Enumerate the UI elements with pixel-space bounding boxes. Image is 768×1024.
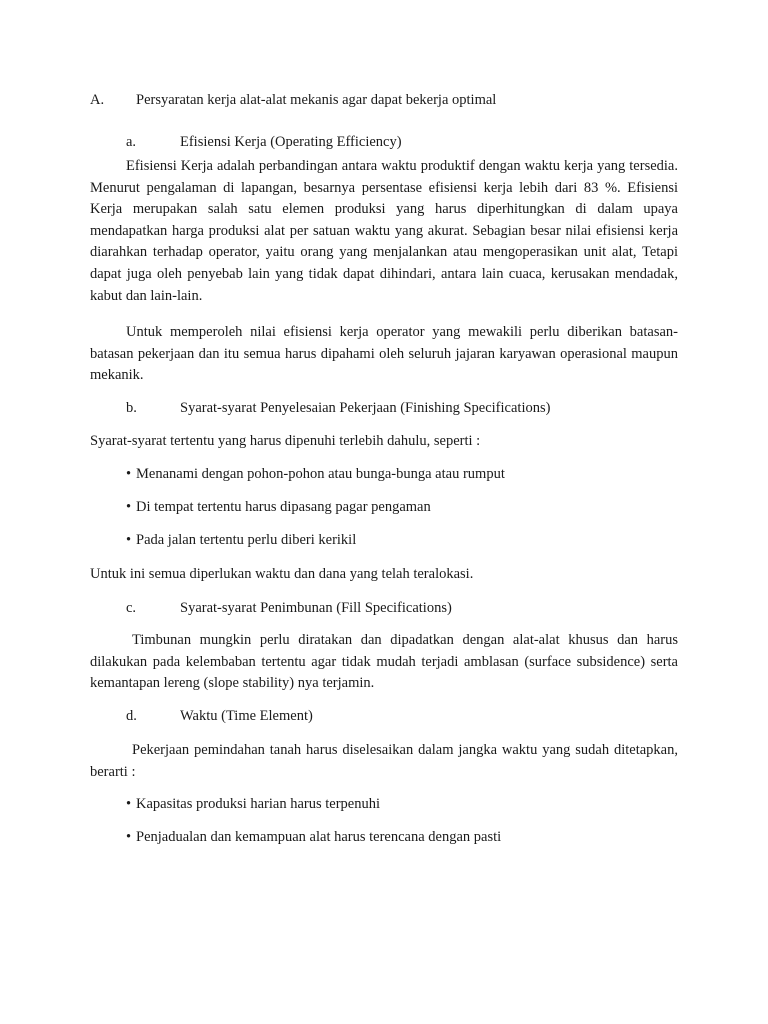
subsection-b-marker: b. xyxy=(126,400,137,416)
list-item xyxy=(126,466,505,483)
bullet-icon: • xyxy=(126,829,132,845)
subsection-b-title: Syarat-syarat Penyelesaian Pekerjaan (Finishing Specifications) xyxy=(180,400,551,416)
section-title: Persyaratan kerja alat-alat mekanis agar dapat bekerja optimal xyxy=(136,92,497,108)
subsection-d-paragraph: Pekerjaan pemindahan tanah harus diselesaikan dalam jangka waktu yang sudah ditetapkan, berarti : xyxy=(90,742,678,780)
bullet-icon: • xyxy=(126,532,132,548)
bullet-icon: • xyxy=(126,796,132,812)
list-item xyxy=(126,829,501,846)
list-item xyxy=(126,796,380,813)
list-item-text: Menanami dengan pohon-pohon atau bunga-bunga atau rumput xyxy=(136,466,505,482)
list-item-text: Kapasitas produksi harian harus terpenuhi xyxy=(136,796,381,812)
subsection-d-title: Waktu (Time Element) xyxy=(180,708,313,724)
section-marker: A. xyxy=(90,92,105,108)
bullet-icon: • xyxy=(126,499,132,515)
subsection-c-paragraph: Timbunan mungkin perlu diratakan dan dipadatkan dengan alat-alat khusus dan harus dilakukan pada kelembaban tertentu agar tidak mudah terjadi amblasan (surface subsidence) serta kemantapan lereng (slope stability) nya terjamin. xyxy=(90,632,678,692)
list-item-text: Di tempat tertentu harus dipasang pagar pengaman xyxy=(136,499,431,515)
subsection-d-marker: d. xyxy=(126,708,137,724)
subsection-a-title: Efisiensi Kerja (Operating Efficiency) xyxy=(180,134,402,150)
list-item xyxy=(126,532,356,549)
subsection-a-paragraph-1: Efisiensi Kerja adalah perbandingan antara waktu produktif dengan waktu kerja yang tersedia. Menurut pengalaman di lapangan, besarnya persentase efisiensi kerja lebih dari 83 %. Efisiensi Kerja merupakan salah satu elemen produksi yang harus diperhitungkan di dalam upaya mendapatkan harga produksi alat per satuan waktu yang akurat. Sebagian besar nilai efisiensi kerja diarahkan terhadap operator, yaitu orang yang menjalankan atau mengoperasikan unit alat, Tetapi dapat juga oleh penyebab lain yang tidak dapat dihindari, antara lain cuaca, kerusakan mendadak, kabut dan lain-lain. xyxy=(90,158,678,304)
list-item-text: Pada jalan tertentu perlu diberi kerikil xyxy=(136,532,357,548)
subsection-c-title: Syarat-syarat Penimbunan (Fill Specifications) xyxy=(180,600,452,616)
list-item-text: Penjadualan dan kemampuan alat harus terencana dengan pasti xyxy=(136,829,502,845)
subsection-b-outro: Untuk ini semua diperlukan waktu dan dana yang telah teralokasi. xyxy=(90,566,474,582)
subsection-b-intro: Syarat-syarat tertentu yang harus dipenuhi terlebih dahulu, seperti : xyxy=(90,433,481,449)
subsection-c-marker: c. xyxy=(126,600,137,616)
subsection-a-marker: a. xyxy=(126,134,137,150)
list-item xyxy=(126,499,431,516)
bullet-icon: • xyxy=(126,466,132,482)
subsection-a-paragraph-2: Untuk memperoleh nilai efisiensi kerja operator yang mewakili perlu diberikan batasan-batasan pekerjaan dan itu semua harus dipahami oleh seluruh jajaran karyawan operasional maupun mekanik. xyxy=(90,324,678,384)
